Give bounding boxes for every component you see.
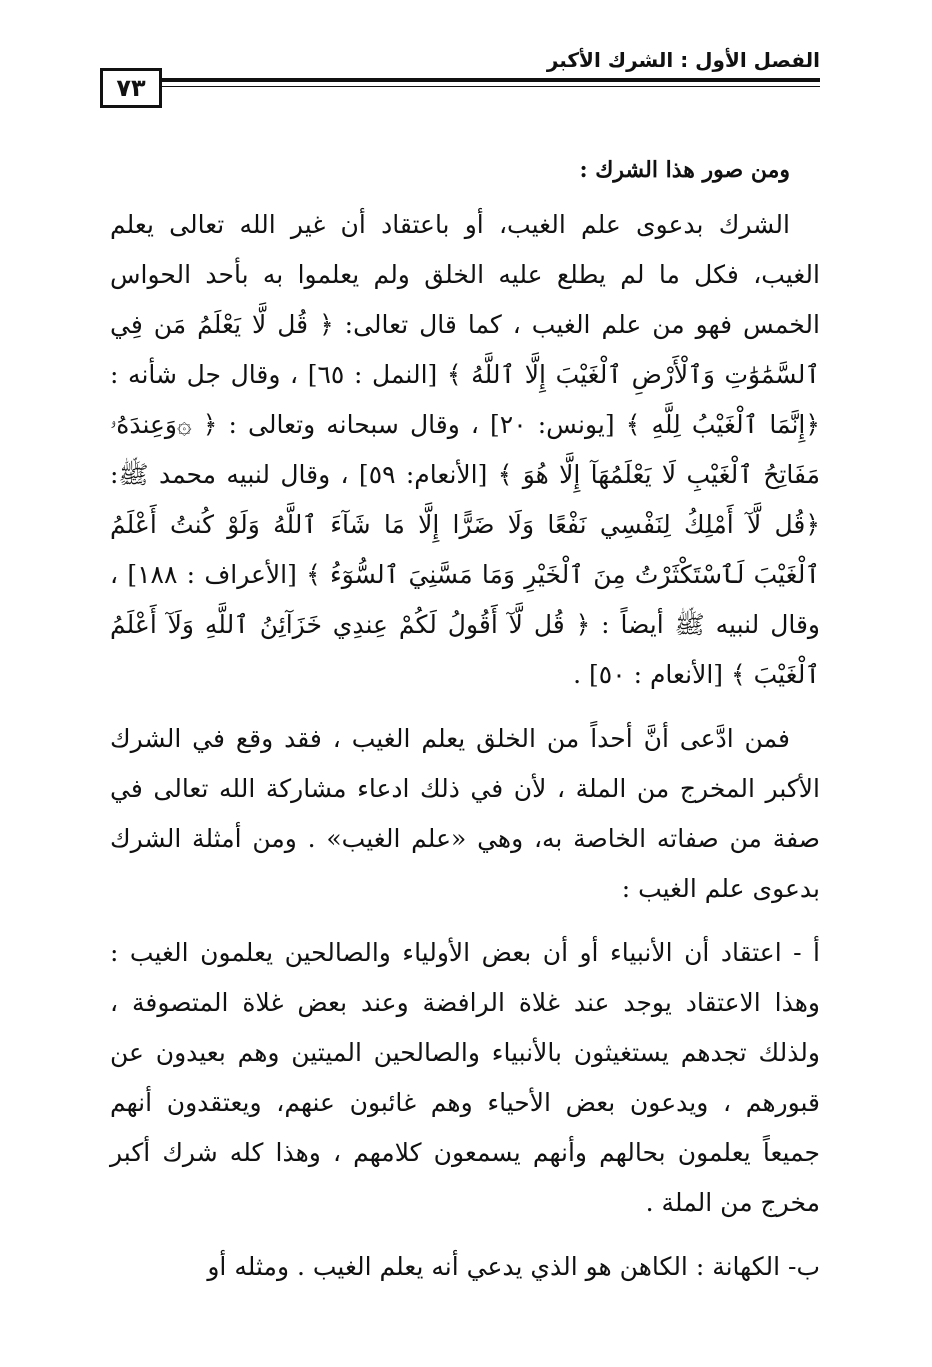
header-rule: [160, 78, 820, 82]
chapter-title: الفصل الأول : الشرك الأكبر: [546, 48, 820, 72]
list-item-b: ب- الكهانة : الكاهن هو الذي يدعي أنه يعلم الغيب . ومثله أو: [207, 1252, 820, 1281]
section-subheading: ومن صور هذا الشرك :: [579, 157, 790, 183]
paragraph-claim: فمن ادَّعى أنَّ أحداً من الخلق يعلم الغيب ، فقد وقع في الشرك الأكبر المخرج من الملة ، لأن في ذلك ادعاء مشاركة الله تعالى في صفة من صفاته الخاصة به، وهي «علم الغيب» . ومن أمثلة الشرك بدعوى علم الغيب :: [110, 724, 820, 903]
page-body: [110, 150, 820, 1306]
page-number: ٧٣: [100, 68, 162, 108]
list-item-a: أ - اعتقاد أن الأنبياء أو أن بعض الأولياء والصالحين يعلمون الغيب : وهذا الاعتقاد يوجد عند غلاة الرافضة وعند بعض غلاة المتصوفة ، ولذلك تجدهم يستغيثون بالأنبياء والصالحين الميتين وهم بعيدون عن قبورهم ، ويدعون بعض الأحياء وهم غائبون عنهم، ويعتقدون أنهم جميعاً يعلمون بحالهم وأنهم يسمعون كلامهم ، وهذا كله شرك أكبر مخرج من الملة .: [110, 938, 820, 1217]
paragraph-intro: الشرك بدعوى علم الغيب، أو باعتقاد أن غير الله تعالى يعلم الغيب، فكل ما لم يطلع عليه الخلق ولم يعلموا به بأحد الحواس الخمس فهو من علم الغيب ، كما قال تعالى: ﴿ قُل لَّا يَعْلَمُ مَن فِي ٱلسَّمَٰوَٰتِ وَٱلْأَرْضِ ٱلْغَيْبَ إِلَّا ٱللَّهُ ﴾ [النمل : ٦٥] ، وقال جل شأنه : ﴿إِنَّمَا ٱلْغَيْبُ لِلَّهِ ﴾ [يونس: ٢٠] ، وقال سبحانه وتعالى : ﴿ ۞وَعِندَهُۥ مَفَاتِحُ ٱلْغَيْبِ لَا يَعْلَمُهَآ إِلَّا هُوَ ﴾ [الأنعام: ٥٩] ، وقال لنبيه محمد ﷺ: ﴿قُل لَّآ أَمْلِكُ لِنَفْسِي نَفْعًا وَلَا ضَرًّا إِلَّا مَا شَآءَ ٱللَّهُ وَلَوْ كُنتُ أَعْلَمُ ٱلْغَيْبَ لَٱسْتَكْثَرْتُ مِنَ ٱلْخَيْرِ وَمَا مَسَّنِيَ ٱلسُّوٓءُ ﴾ [الأعراف : ١٨٨] ، وقال لنبيه ﷺ أيضاً : ﴿ قُل لَّآ أَقُولُ لَكُمْ عِندِي خَزَآئِنُ ٱللَّهِ وَلَآ أَعْلَمُ ٱلْغَيْبَ ﴾ [الأنعام : ٥٠] .: [110, 210, 820, 689]
header-rule-thin: [160, 86, 820, 87]
page-header: [100, 48, 820, 108]
